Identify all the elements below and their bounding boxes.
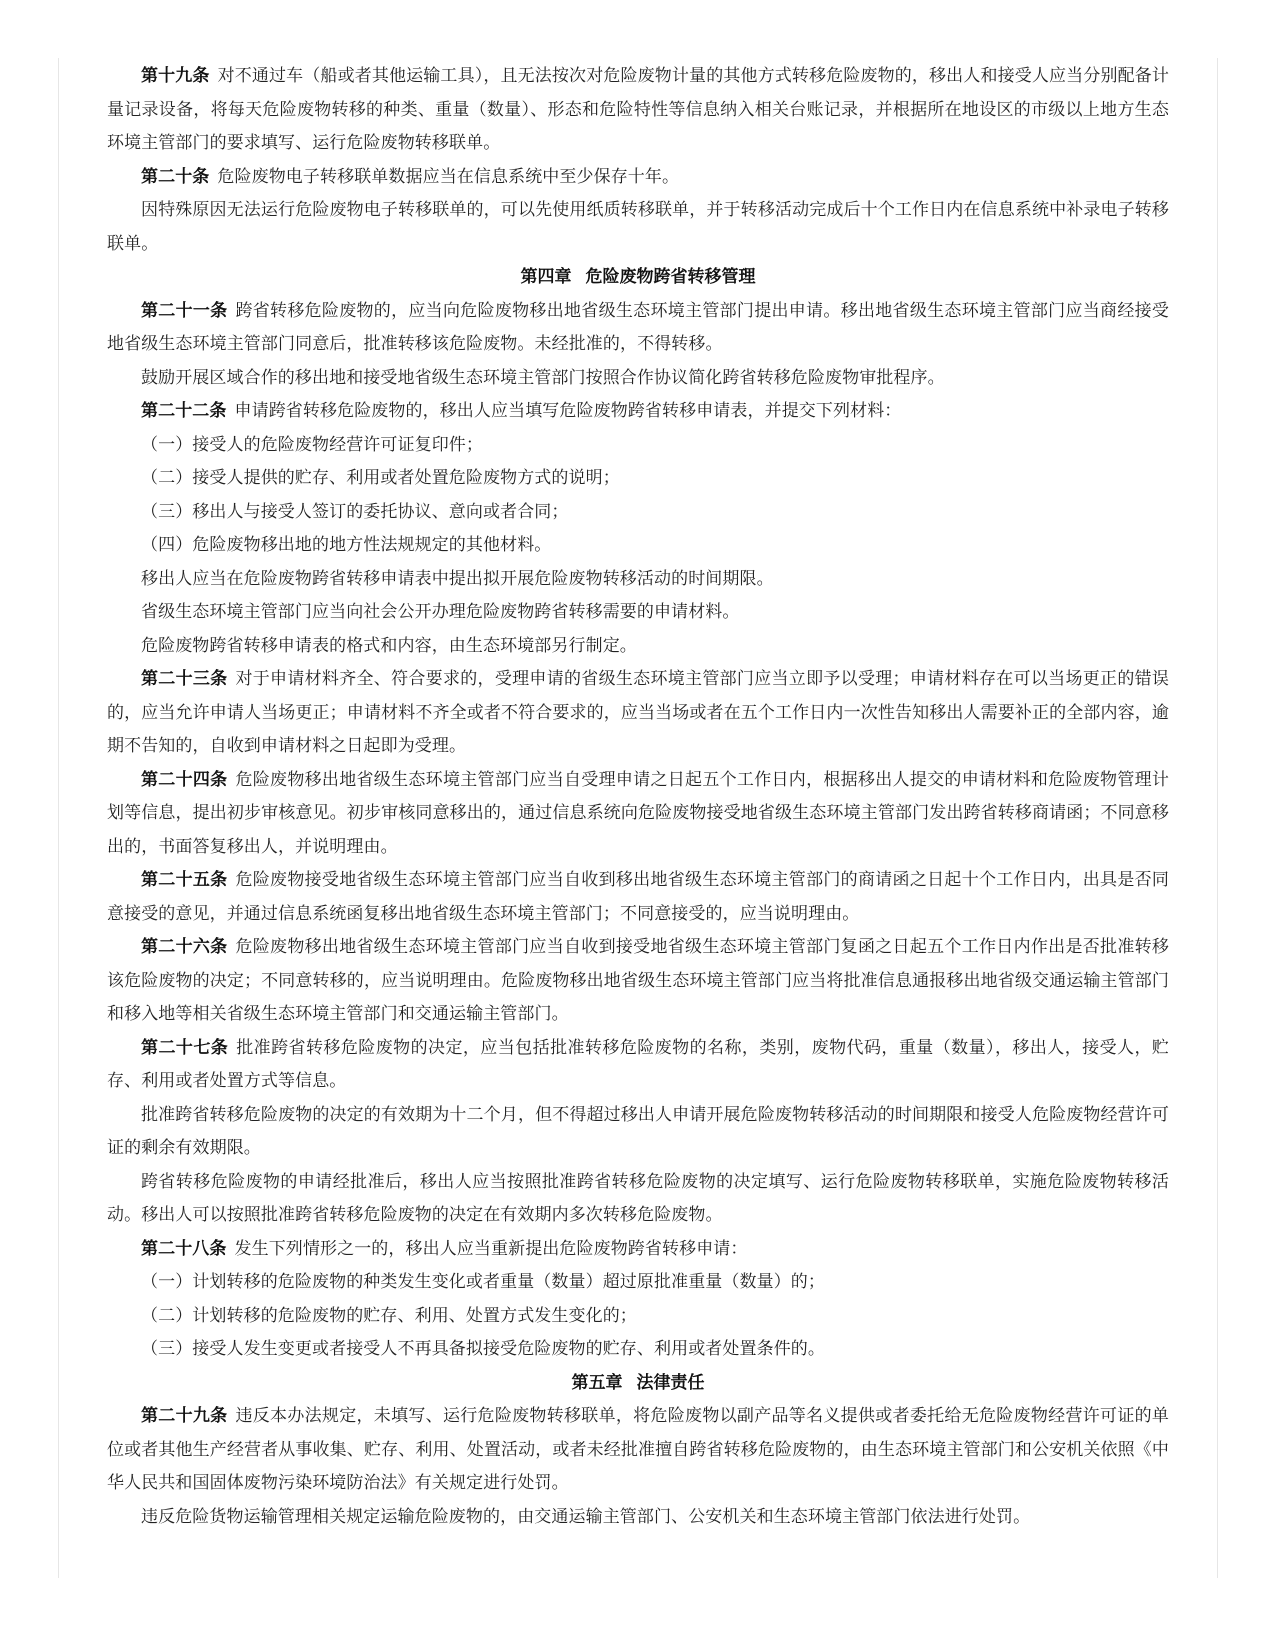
article-text: 对不通过车（船或者其他运输工具），且无法按次对危险废物计量的其他方式转移危险废物的，移出人和接受人应当分别配备计量记录设备，将每天危险废物转移的种类、重量（数量）、形态和危险特性等信息纳入相关台账记录，并根据所在地设区的市级以上地方生态环境主管部门的要求填写、运行危险废物转移联单。 (107, 66, 1169, 153)
paragraph-text: 省级生态环境主管部门应当向社会公开办理危险废物跨省转移需要的申请材料。 (141, 602, 740, 622)
paragraph-text: 跨省转移危险废物的申请经批准后，移出人应当按照批准跨省转移危险废物的决定填写、运行危险废物转移联单，实施危险废物转移活动。移出人可以按照批准跨省转移危险废物的决定在有效期内多次转移危险废物。 (107, 1171, 1169, 1225)
article-19 (107, 60, 1169, 161)
paragraph-text: 移出人应当在危险废物跨省转移申请表中提出拟开展危险废物转移活动的时间期限。 (141, 568, 774, 589)
article-26 (107, 931, 1169, 1032)
article-29 (107, 1400, 1169, 1501)
list-item (107, 1333, 1169, 1367)
list-item-text: （一）计划转移的危险废物的种类发生变化或者重量（数量）超过原批准重量（数量）的； (141, 1272, 825, 1292)
article-23 (107, 663, 1169, 764)
article-number: 第二十九条 (141, 1406, 228, 1426)
article-text: 危险废物移出地省级生态环境主管部门应当自收到接受地省级生态环境主管部门复函之日起五个工作日内作出是否批准转移该危险废物的决定；不同意转移的，应当说明理由。危险废物移出地省级生态环境主管部门应当将批准信息通报移出地省级交通运输主管部门和移入地等相关省级生态环境主管部门和交通运输主管部门。 (107, 937, 1170, 1024)
paragraph (107, 630, 1169, 664)
list-item (107, 496, 1169, 530)
paragraph (107, 596, 1169, 630)
list-item-text: （二）计划转移的危险废物的贮存、利用、处置方式发生变化的； (141, 1305, 637, 1326)
paragraph (107, 1099, 1169, 1166)
paragraph-text: 危险废物跨省转移申请表的格式和内容，由生态环境部另行制定。 (141, 635, 637, 656)
article-text: 危险废物电子转移联单数据应当在信息系统中至少保存十年。 (217, 166, 680, 187)
article-number: 第二十一条 (141, 300, 228, 321)
list-item-text: （三）接受人发生变更或者接受人不再具备拟接受危险废物的贮存、利用或者处置条件的。 (141, 1339, 825, 1359)
article-text: 跨省转移危险废物的，应当向危险废物移出地省级生态环境主管部门提出申请。移出地省级生态环境主管部门应当商经接受地省级生态环境主管部门同意后，批准转移该危险废物。未经批准的，不得转移。 (107, 300, 1170, 354)
article-number: 第二十七条 (141, 1037, 229, 1058)
paragraph (107, 563, 1169, 597)
paragraph-text: 批准跨省转移危险废物的决定的有效期为十二个月，但不得超过移出人申请开展危险废物转移活动的时间期限和接受人危险废物经营许可证的剩余有效期限。 (107, 1104, 1169, 1158)
list-item (107, 462, 1169, 496)
article-number: 第二十条 (141, 166, 210, 187)
article-text: 危险废物接受地省级生态环境主管部门应当自收到移出地省级生态环境主管部门的商请函之日起十个工作日内，出具是否同意接受的意见，并通过信息系统函复移出地省级生态环境主管部门；不同意接受的，应当说明理由。 (107, 870, 1170, 924)
article-number: 第二十三条 (141, 669, 228, 689)
article-22 (107, 395, 1169, 429)
article-20 (107, 161, 1169, 195)
article-24 (107, 764, 1169, 865)
paragraph (107, 1501, 1169, 1535)
list-item (107, 429, 1169, 463)
list-item-text: （二）接受人提供的贮存、利用或者处置危险废物方式的说明； (141, 468, 620, 488)
article-text: 危险废物移出地省级生态环境主管部门应当自受理申请之日起五个工作日内，根据移出人提交的申请材料和危险废物管理计划等信息，提出初步审核意见。初步审核同意移出的，通过信息系统向危险废物接受地省级生态环境主管部门发出跨省转移商请函；不同意移出的，书面答复移出人，并说明理由。 (107, 769, 1170, 857)
article-number: 第二十六条 (141, 937, 228, 957)
article-28 (107, 1233, 1169, 1267)
list-item (107, 1300, 1169, 1334)
article-number: 第二十二条 (141, 401, 227, 421)
article-number: 第十九条 (141, 66, 210, 86)
list-item (107, 529, 1169, 563)
paragraph (107, 362, 1169, 396)
chapter-heading-4 (107, 261, 1169, 295)
article-25 (107, 864, 1169, 931)
paragraph-text: 因特殊原因无法运行危险废物电子转移联单的，可以先使用纸质转移联单，并于转移活动完成后十个工作日内在信息系统中补录电子转移联单。 (107, 200, 1169, 254)
article-21 (107, 295, 1169, 362)
article-27 (107, 1032, 1169, 1099)
document-body (107, 60, 1169, 1534)
list-item-text: （四）危险废物移出地的地方性法规规定的其他材料。 (141, 535, 552, 555)
article-text: 对于申请材料齐全、符合要求的，受理申请的省级生态环境主管部门应当立即予以受理；申请材料存在可以当场更正的错误的，应当允许申请人当场更正；申请材料不齐全或者不符合要求的，应当当场或者在五个工作日内一次性告知移出人需要补正的全部内容，逾期不告知的，自收到申请材料之日起即为受理。 (107, 669, 1170, 756)
article-number: 第二十八条 (141, 1238, 227, 1259)
list-item (107, 1266, 1169, 1300)
chapter-title: 法律责任 (636, 1372, 705, 1393)
chapter-heading-5 (107, 1367, 1169, 1401)
article-text: 申请跨省转移危险废物的，移出人应当填写危险废物跨省转移申请表，并提交下列材料： (234, 401, 902, 421)
chapter-title: 危险废物跨省转移管理 (585, 267, 756, 287)
list-item-text: （三）移出人与接受人签订的委托协议、意向或者合同； (141, 501, 569, 522)
chapter-number: 第四章 (520, 267, 572, 287)
article-number: 第二十四条 (141, 769, 228, 790)
paragraph (107, 1166, 1169, 1233)
article-number: 第二十五条 (141, 870, 228, 890)
chapter-number: 第五章 (571, 1372, 623, 1393)
list-item-text: （一）接受人的危险废物经营许可证复印件； (141, 434, 483, 455)
paragraph-text: 鼓励开展区域合作的移出地和接受地省级生态环境主管部门按照合作协议简化跨省转移危险废物审批程序。 (141, 367, 945, 388)
article-text: 发生下列情形之一的，移出人应当重新提出危险废物跨省转移申请： (234, 1238, 748, 1259)
article-text: 批准跨省转移危险废物的决定，应当包括批准转移危险废物的名称，类别，废物代码，重量（数量），移出人，接受人，贮存、利用或者处置方式等信息。 (107, 1037, 1170, 1091)
paragraph (107, 194, 1169, 261)
paragraph-text: 违反危险货物运输管理相关规定运输危险废物的，由交通运输主管部门、公安机关和生态环境主管部门依法进行处罚。 (141, 1506, 1031, 1527)
article-text: 违反本办法规定，未填写、运行危险废物转移联单，将危险废物以副产品等名义提供或者委托给无危险废物经营许可证的单位或者其他生产经营者从事收集、贮存、利用、处置活动，或者未经批准擅自跨省转移危险废物的，由生态环境主管部门和公安机关依照《中华人民共和国固体废物污染环境防治法》有关规定进行处罚。 (107, 1406, 1170, 1493)
